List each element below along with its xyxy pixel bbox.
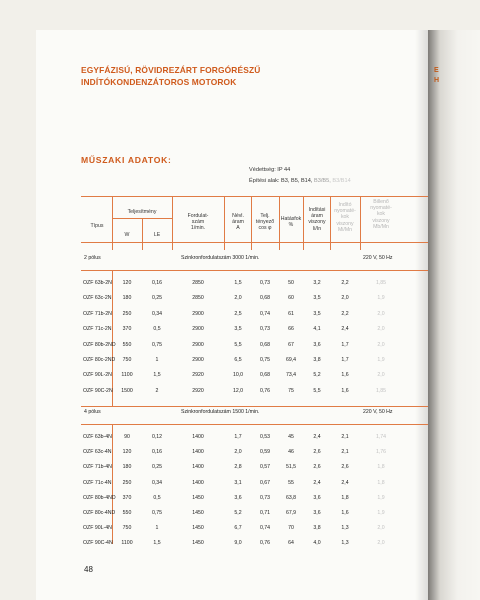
cell-inditonyomatek: 1,3 bbox=[341, 525, 349, 532]
col-divider bbox=[303, 196, 304, 250]
cell-cosfi: 0,76 bbox=[259, 540, 271, 547]
cell-fordulatszam: 2920 bbox=[192, 387, 204, 394]
cell-w: 180 bbox=[122, 295, 132, 302]
cell-tipus: OZF 71c-2N bbox=[83, 326, 112, 333]
cell-cosfi: 0,68 bbox=[259, 341, 271, 348]
cell-inditonyomatek: 1,6 bbox=[341, 510, 349, 516]
cell-indito-aram: 4,1 bbox=[313, 326, 321, 333]
header-fordulatszam bbox=[188, 213, 209, 232]
cell-hatasfok: 73,4 bbox=[285, 372, 297, 379]
group2-rule bbox=[81, 270, 428, 271]
cell-cosfi: 0,53 bbox=[259, 434, 271, 440]
cell-inditonyomatek: 2,1 bbox=[341, 434, 349, 440]
cell-tipus: OZF 90L-2N bbox=[83, 372, 112, 379]
header-line: viszony bbox=[336, 220, 354, 227]
cell-fordulatszam: 2850 bbox=[192, 280, 204, 286]
cell-hatasfok: 46 bbox=[288, 449, 294, 456]
cell-cosfi: 0,68 bbox=[259, 372, 271, 379]
cell-fordulatszam: 1400 bbox=[192, 479, 204, 486]
cell-le: 0,5 bbox=[153, 326, 161, 333]
cell-inditonyomatek: 1,7 bbox=[341, 341, 349, 348]
cell-w: 750 bbox=[122, 525, 132, 532]
adjacent-page-edge bbox=[428, 30, 480, 600]
heading-line-2: INDÍTÓKONDENZÁTOROS MOTOROK bbox=[81, 77, 237, 87]
cell-fordulatszam: 2850 bbox=[192, 295, 204, 302]
cell-indito-aram: 3,5 bbox=[313, 295, 321, 302]
cell-aram: 12,0 bbox=[232, 387, 244, 394]
header-line: szám bbox=[191, 219, 205, 226]
header-line: nyomaté- bbox=[334, 208, 356, 215]
col-divider bbox=[172, 196, 173, 250]
cell-w: 1500 bbox=[121, 387, 133, 394]
header-line: A bbox=[236, 225, 240, 232]
cell-aram: 6,5 bbox=[234, 357, 242, 363]
cell-w: 120 bbox=[122, 449, 132, 456]
header-billeno bbox=[370, 199, 392, 230]
cell-fordulatszam: 2900 bbox=[192, 357, 204, 363]
header-w: W bbox=[124, 232, 130, 238]
cell-hatasfok: 64 bbox=[288, 540, 294, 547]
cell-w: 750 bbox=[122, 357, 132, 363]
cell-tipus: OZF 80b-4ND bbox=[83, 494, 116, 501]
cell-le: 0,5 bbox=[153, 494, 161, 501]
cell-aram: 6,7 bbox=[234, 525, 242, 532]
cell-w: 550 bbox=[122, 510, 132, 516]
cell-hatasfok: 60 bbox=[288, 295, 294, 302]
cell-w: 550 bbox=[122, 341, 132, 348]
col-divider bbox=[224, 196, 225, 250]
col-divider bbox=[112, 270, 113, 406]
cell-billeno: 1,9 bbox=[377, 295, 385, 302]
cell-billeno: 2,0 bbox=[377, 310, 385, 317]
cell-indito-aram: 3,2 bbox=[313, 280, 321, 286]
cell-le: 0,75 bbox=[151, 341, 163, 348]
header-line: Fordulat- bbox=[187, 213, 209, 219]
header-hatasfok bbox=[281, 216, 301, 228]
cell-fordulatszam: 2920 bbox=[192, 372, 204, 379]
cell-w: 250 bbox=[122, 310, 132, 317]
cell-hatasfok: 63,8 bbox=[285, 494, 297, 501]
cell-inditonyomatek: 2,2 bbox=[341, 310, 349, 317]
cell-cosfi: 0,71 bbox=[259, 510, 271, 516]
cell-hatasfok: 45 bbox=[288, 434, 294, 440]
cell-indito-aram: 2,6 bbox=[313, 449, 321, 456]
cell-indito-aram: 2,6 bbox=[313, 464, 321, 471]
header-line: kok bbox=[340, 214, 350, 221]
cell-aram: 2,8 bbox=[234, 464, 242, 471]
header-line: Mb/Mn bbox=[373, 223, 389, 230]
cell-indito-aram: 3,8 bbox=[313, 357, 321, 363]
cell-tipus: OZF 63b-4N bbox=[83, 434, 112, 440]
cell-hatasfok: 67 bbox=[288, 341, 294, 348]
cell-cosfi: 0,73 bbox=[259, 494, 271, 501]
header-nevleges-aram bbox=[232, 213, 244, 232]
cell-w: 1100 bbox=[121, 372, 133, 379]
group2-supply: 220 V, 50 Hz bbox=[363, 255, 393, 261]
cell-cosfi: 0,74 bbox=[259, 310, 271, 317]
cell-fordulatszam: 1400 bbox=[192, 434, 204, 440]
cell-le: 0,12 bbox=[151, 434, 163, 440]
cell-aram: 2,5 bbox=[234, 310, 242, 317]
header-line: Indító bbox=[338, 202, 352, 208]
cell-cosfi: 0,57 bbox=[259, 464, 271, 471]
header-line: Billenő bbox=[373, 199, 389, 205]
cell-cosfi: 0,68 bbox=[259, 295, 271, 302]
cell-aram: 3,5 bbox=[234, 326, 242, 333]
cell-billeno: 1,9 bbox=[377, 510, 385, 516]
header-line: Mi/Mn bbox=[337, 226, 353, 233]
cell-indito-aram: 3,6 bbox=[313, 341, 321, 348]
adjacent-page-letter: H bbox=[434, 77, 440, 84]
header-inditonyomatek bbox=[334, 202, 356, 233]
cell-billeno: 1,8 bbox=[377, 464, 385, 471]
cell-inditonyomatek: 2,1 bbox=[341, 449, 349, 456]
cell-cosfi: 0,59 bbox=[259, 449, 271, 456]
col-divider bbox=[142, 218, 143, 250]
cell-le: 0,34 bbox=[151, 310, 163, 317]
col-divider bbox=[112, 196, 113, 250]
header-line: viszony bbox=[372, 217, 390, 224]
header-teljesitmenytenyezo bbox=[256, 213, 274, 232]
cell-le: 1,5 bbox=[153, 540, 161, 547]
cell-billeno: 2,0 bbox=[377, 341, 385, 348]
cell-aram: 5,5 bbox=[234, 341, 242, 348]
cell-indito-aram: 5,2 bbox=[313, 372, 321, 379]
cell-fordulatszam: 1450 bbox=[192, 510, 204, 516]
cell-w: 180 bbox=[122, 464, 132, 471]
cell-aram: 9,0 bbox=[234, 540, 242, 547]
cell-tipus: OZF 71c-4N bbox=[83, 479, 112, 486]
cell-cosfi: 0,76 bbox=[259, 387, 271, 394]
cell-cosfi: 0,74 bbox=[259, 525, 271, 532]
cell-billeno: 2,0 bbox=[377, 540, 385, 547]
cell-hatasfok: 69,4 bbox=[285, 357, 297, 363]
cell-inditonyomatek: 1,6 bbox=[341, 372, 349, 379]
header-line: Indítási bbox=[308, 207, 326, 213]
cell-le: 0,16 bbox=[151, 449, 163, 456]
cell-tipus: OZF 63b-2N bbox=[83, 280, 112, 286]
group4-label: 4 pólus bbox=[84, 409, 101, 415]
header-line: kok bbox=[376, 211, 386, 218]
col-divider bbox=[112, 424, 113, 544]
cell-tipus: OZF 90C-4N bbox=[83, 540, 113, 547]
cell-w: 250 bbox=[122, 479, 132, 486]
header-line: % bbox=[288, 222, 294, 229]
cell-billeno: 1,76 bbox=[375, 449, 387, 456]
cell-billeno: 1,85 bbox=[375, 280, 387, 286]
cell-aram: 2,0 bbox=[234, 449, 242, 456]
cell-indito-aram: 3,8 bbox=[313, 525, 321, 532]
group2-label: 2 pólus bbox=[84, 255, 101, 261]
cell-le: 0,75 bbox=[151, 510, 163, 516]
cell-indito-aram: 3,6 bbox=[313, 510, 321, 516]
cell-indito-aram: 5,5 bbox=[313, 387, 321, 394]
col-divider bbox=[360, 196, 361, 250]
cell-w: 370 bbox=[122, 494, 132, 501]
cell-inditonyomatek: 2,0 bbox=[341, 295, 349, 302]
cell-le: 1,5 bbox=[153, 372, 161, 379]
cell-inditonyomatek: 2,6 bbox=[341, 464, 349, 471]
build-forms bbox=[249, 178, 351, 184]
cell-hatasfok: 55 bbox=[288, 479, 294, 486]
header-line: 1/min. bbox=[190, 225, 206, 232]
cell-hatasfok: 70 bbox=[288, 525, 294, 532]
protection-rating: Védettség: IP 44 bbox=[249, 167, 291, 173]
header-line: viszony bbox=[308, 219, 326, 226]
heading-line-1: EGYFÁZISÚ, RÖVIDREZÁRT FORGÓRÉSZŰ bbox=[81, 65, 261, 75]
cell-inditonyomatek: 1,6 bbox=[341, 387, 349, 394]
cell-billeno: 2,0 bbox=[377, 525, 385, 532]
group4-top-rule bbox=[81, 406, 428, 407]
cell-tipus: OZF 80b-2ND bbox=[83, 341, 116, 348]
cell-aram: 3,6 bbox=[234, 494, 242, 501]
header-indito-aram bbox=[308, 207, 325, 232]
cell-tipus: OZF 90C-2N bbox=[83, 387, 113, 394]
cell-tipus: OZF 71b-2N bbox=[83, 310, 112, 317]
header-line: Ii/In bbox=[312, 225, 322, 232]
cell-aram: 10,0 bbox=[232, 372, 244, 379]
cell-tipus: OZF 63c-2N bbox=[83, 295, 112, 302]
header-line: nyomaté- bbox=[370, 205, 392, 212]
cell-inditonyomatek: 2,2 bbox=[341, 280, 349, 286]
cell-indito-aram: 3,5 bbox=[313, 310, 321, 317]
cell-cosfi: 0,73 bbox=[259, 326, 271, 333]
spec-table bbox=[81, 196, 428, 547]
section-title: MŰSZAKI ADATOK: bbox=[81, 155, 172, 165]
build-forms-faint: B3/B14 bbox=[332, 178, 351, 184]
group4-sync-speed: Szinkronfordulatszám 1500 1/min. bbox=[181, 409, 260, 415]
cell-aram: 2,0 bbox=[234, 295, 242, 302]
cell-hatasfok: 50 bbox=[288, 280, 294, 286]
build-forms-values: B3, B5, B14, bbox=[281, 178, 313, 184]
cell-billeno: 1,8 bbox=[377, 479, 385, 486]
header-le: LE bbox=[153, 232, 161, 238]
cell-cosfi: 0,67 bbox=[259, 479, 271, 486]
cell-cosfi: 0,73 bbox=[259, 280, 271, 286]
adjacent-page-letter: E bbox=[434, 67, 439, 74]
cell-fordulatszam: 2900 bbox=[192, 326, 204, 333]
cell-tipus: OZF 90L-4N bbox=[83, 525, 112, 532]
cell-w: 370 bbox=[122, 326, 132, 333]
cell-inditonyomatek: 1,8 bbox=[341, 494, 349, 501]
cell-billeno: 1,85 bbox=[375, 387, 387, 394]
col-divider bbox=[330, 196, 331, 250]
cell-indito-aram: 3,6 bbox=[313, 494, 321, 501]
cell-tipus: OZF 80c-2ND bbox=[83, 357, 116, 363]
cell-hatasfok: 61 bbox=[288, 310, 294, 317]
cell-indito-aram: 2,4 bbox=[313, 434, 321, 440]
col-divider bbox=[251, 196, 252, 250]
cell-inditonyomatek: 1,3 bbox=[341, 540, 349, 547]
cell-indito-aram: 4,0 bbox=[313, 540, 321, 547]
cell-w: 120 bbox=[122, 280, 132, 286]
cell-hatasfok: 75 bbox=[288, 387, 294, 394]
header-teljesitmeny: Teljesítmény bbox=[127, 209, 157, 215]
cell-aram: 1,5 bbox=[234, 280, 242, 286]
cell-billeno: 1,74 bbox=[375, 434, 387, 440]
cell-tipus: OZF 80c-4ND bbox=[83, 510, 116, 516]
cell-fordulatszam: 2900 bbox=[192, 341, 204, 348]
header-line: Névl. bbox=[232, 213, 244, 219]
cell-fordulatszam: 1450 bbox=[192, 525, 204, 532]
cell-inditonyomatek: 2,4 bbox=[341, 326, 349, 333]
build-forms-label: Építési alak: bbox=[249, 178, 280, 184]
build-forms-faded: B3/B5, bbox=[314, 178, 331, 184]
cell-tipus: OZF 71b-4N bbox=[83, 464, 112, 471]
group2-sync-speed: Szinkronfordulatszám 3000 1/min. bbox=[181, 255, 260, 261]
cell-fordulatszam: 1400 bbox=[192, 464, 204, 471]
header-line: cos φ bbox=[258, 225, 272, 232]
cell-cosfi: 0,75 bbox=[259, 357, 271, 363]
cell-inditonyomatek: 1,7 bbox=[341, 357, 349, 363]
cell-billeno: 2,0 bbox=[377, 326, 385, 333]
cell-hatasfok: 66 bbox=[288, 326, 294, 333]
cell-le: 1 bbox=[155, 525, 159, 532]
cell-aram: 5,2 bbox=[234, 510, 242, 516]
group4-supply: 220 V, 50 Hz bbox=[363, 409, 393, 415]
cell-le: 0,25 bbox=[151, 464, 163, 471]
cell-fordulatszam: 2900 bbox=[192, 310, 204, 317]
cell-le: 1 bbox=[155, 357, 159, 363]
cell-w: 90 bbox=[124, 434, 130, 440]
cell-aram: 1,7 bbox=[234, 434, 242, 440]
header-tipus: Típus bbox=[90, 223, 104, 229]
cell-le: 2 bbox=[155, 387, 159, 394]
cell-aram: 3,1 bbox=[234, 479, 242, 486]
cell-fordulatszam: 1450 bbox=[192, 540, 204, 547]
header-bottom-rule bbox=[81, 242, 428, 243]
cell-tipus: OZF 63c-4N bbox=[83, 449, 112, 456]
cell-hatasfok: 67,9 bbox=[285, 510, 297, 516]
cell-billeno: 2,0 bbox=[377, 372, 385, 379]
page-number: 48 bbox=[84, 565, 93, 574]
header-line: Hatásfok bbox=[280, 216, 302, 222]
cell-fordulatszam: 1450 bbox=[192, 494, 204, 501]
header-line: áram bbox=[311, 213, 323, 220]
cell-fordulatszam: 1400 bbox=[192, 449, 204, 456]
cell-hatasfok: 51,5 bbox=[285, 464, 297, 471]
cell-billeno: 1,9 bbox=[377, 357, 385, 363]
cell-billeno: 1,9 bbox=[377, 494, 385, 501]
header-line: áram bbox=[232, 219, 244, 226]
cell-le: 0,34 bbox=[151, 479, 163, 486]
cell-indito-aram: 2,4 bbox=[313, 479, 321, 486]
header-line: tényező bbox=[255, 219, 275, 226]
cell-le: 0,25 bbox=[151, 295, 163, 302]
header-line: Telj. bbox=[260, 213, 270, 219]
cell-inditonyomatek: 2,4 bbox=[341, 479, 349, 486]
cell-le: 0,16 bbox=[151, 280, 163, 286]
group4-rule bbox=[81, 424, 428, 425]
table-top-rule bbox=[81, 196, 428, 197]
cell-w: 1100 bbox=[121, 540, 133, 547]
